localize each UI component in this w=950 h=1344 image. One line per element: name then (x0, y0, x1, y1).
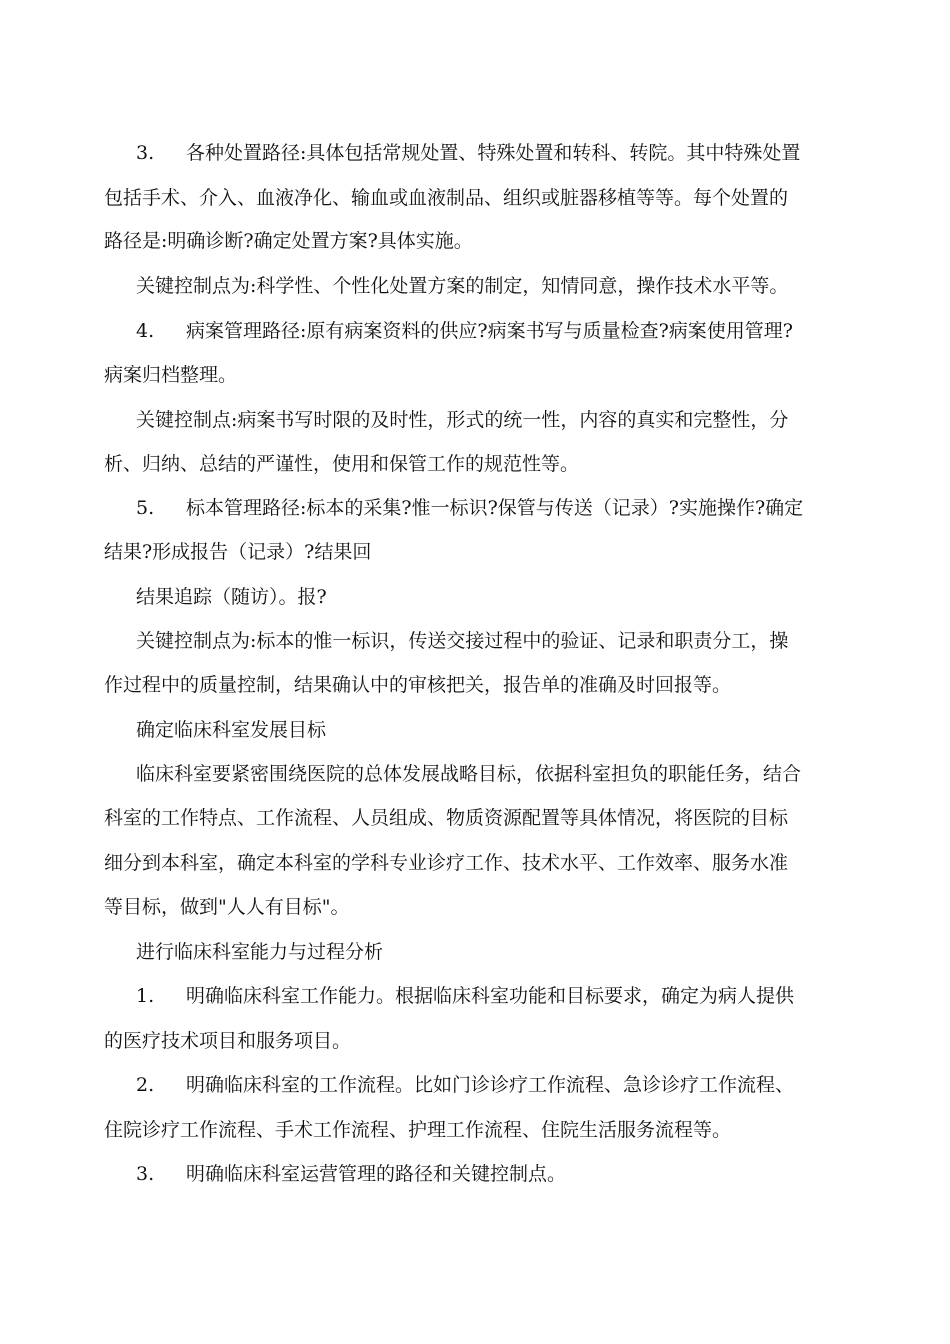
text-line (136, 984, 794, 1008)
text-line (136, 585, 327, 609)
text-line (136, 718, 326, 742)
line-text: 病案归档整理。 (104, 364, 238, 386)
list-number: 3. (136, 1163, 155, 1185)
text-line (136, 408, 788, 432)
text-line (136, 141, 800, 165)
line-text: 病案管理路径:原有病案资料的供应?病案书写与质量检查?病案使用管理? (186, 320, 793, 342)
text-line (136, 1162, 566, 1186)
list-number: 3. (136, 142, 155, 164)
line-text: 明确临床科室的工作流程。比如门诊诊疗工作流程、急诊诊疗工作流程、 (186, 1074, 795, 1096)
line-text: 关键控制点:病案书写时限的及时性，形式的统一性，内容的真实和完整性，分 (136, 409, 789, 431)
line-text: 关键控制点为:标本的惟一标识，传送交接过程中的验证、记录和职责分工，操 (136, 630, 789, 652)
line-text: 标本管理路径:标本的采集?惟一标识?保管与传送（记录）?实施操作?确定 (186, 497, 804, 519)
text-line (136, 762, 801, 786)
line-text: 各种处置路径:具体包括常规处置、特殊处置和转科、转院。其中特殊处置 (186, 142, 801, 164)
line-text: 关键控制点为:科学性、个性化处置方案的制定，知情同意，操作技术水平等。 (136, 275, 789, 297)
line-text: 等目标，做到"人人有目标"。 (104, 896, 350, 918)
line-text: 确定临床科室发展目标 (136, 719, 327, 741)
text-line (136, 1073, 794, 1097)
text-line (104, 851, 788, 875)
line-text: 结果追踪（随访）。报? (136, 586, 327, 608)
text-line (104, 1118, 731, 1142)
text-line (104, 895, 349, 919)
text-line (104, 186, 788, 210)
text-line (136, 496, 803, 520)
list-number: 2. (136, 1074, 155, 1096)
text-line (136, 274, 788, 298)
text-line (104, 363, 237, 387)
line-text: 包括手术、介入、血液净化、输血或血液制品、组织或脏器移植等等。每个处置的 (104, 187, 789, 209)
text-line (104, 452, 579, 476)
line-text: 的医疗技术项目和服务项目。 (104, 1030, 352, 1052)
line-text: 作过程中的质量控制，结果确认中的审核把关，报告单的准确及时回报等。 (104, 674, 732, 696)
line-text: 明确临床科室工作能力。根据临床科室功能和目标要求，确定为病人提供 (186, 985, 795, 1007)
text-line (136, 319, 793, 343)
text-line (104, 673, 731, 697)
text-line (136, 940, 383, 964)
text-line (104, 1029, 351, 1053)
text-line (104, 229, 473, 253)
line-text: 结果?形成报告（记录）?结果回 (104, 541, 372, 563)
text-line (136, 629, 788, 653)
line-text: 路径是:明确诊断?确定处置方案?具体实施。 (104, 230, 473, 252)
line-text: 析、归纳、总结的严谨性，使用和保管工作的规范性等。 (104, 453, 580, 475)
line-text: 细分到本科室，确定本科室的学科专业诊疗工作、技术水平、工作效率、服务水准 (104, 852, 789, 874)
line-text: 科室的工作特点、工作流程、人员组成、物质资源配置等具体情况，将医院的目标 (104, 807, 789, 829)
text-line (104, 806, 788, 830)
line-text: 临床科室要紧密围绕医院的总体发展战略目标，依据科室担负的职能任务，结合 (136, 763, 802, 785)
line-text: 进行临床科室能力与过程分析 (136, 941, 384, 963)
line-text: 住院诊疗工作流程、手术工作流程、护理工作流程、住院生活服务流程等。 (104, 1119, 732, 1141)
list-number: 4. (136, 320, 155, 342)
line-text: 明确临床科室运营管理的路径和关键控制点。 (186, 1163, 567, 1185)
list-number: 1. (136, 985, 155, 1007)
text-line (104, 540, 371, 564)
list-number: 5. (136, 497, 155, 519)
